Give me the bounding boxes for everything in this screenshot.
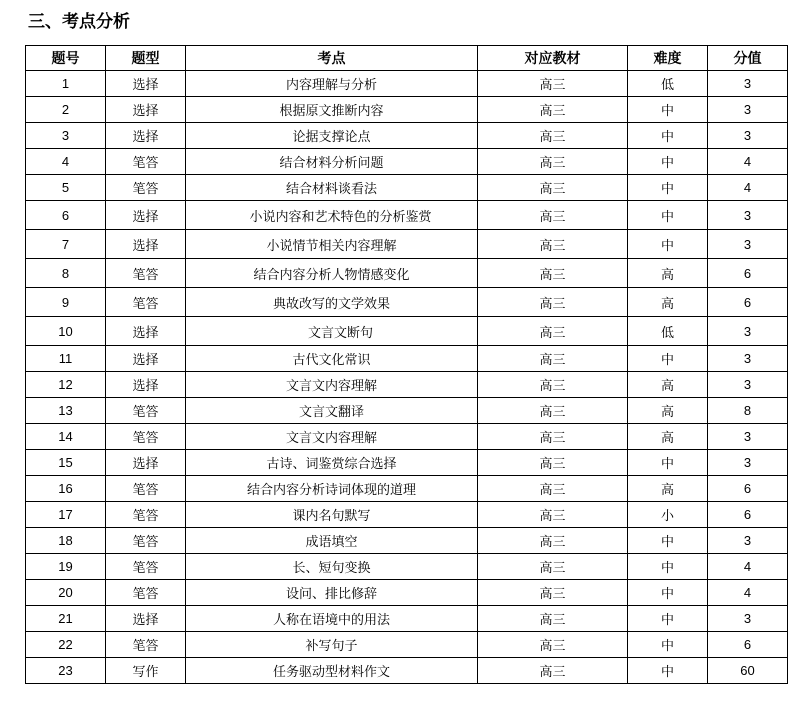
- cell-number: 15: [26, 450, 106, 476]
- cell-difficulty: 中: [628, 580, 708, 606]
- cell-number: 17: [26, 502, 106, 528]
- cell-difficulty: 中: [628, 528, 708, 554]
- cell-type: 选择: [106, 201, 186, 230]
- cell-textbook: 高三: [478, 502, 628, 528]
- cell-textbook: 高三: [478, 201, 628, 230]
- cell-score: 3: [708, 123, 788, 149]
- cell-score: 6: [708, 632, 788, 658]
- cell-number: 1: [26, 71, 106, 97]
- cell-difficulty: 小: [628, 502, 708, 528]
- cell-score: 60: [708, 658, 788, 684]
- table-row: [26, 502, 788, 528]
- cell-type: 笔答: [106, 476, 186, 502]
- cell-score: 6: [708, 288, 788, 317]
- table-row: [26, 658, 788, 684]
- table-row: [26, 580, 788, 606]
- cell-difficulty: 中: [628, 632, 708, 658]
- cell-difficulty: 中: [628, 149, 708, 175]
- table-row: [26, 606, 788, 632]
- cell-textbook: 高三: [478, 230, 628, 259]
- table-row: [26, 288, 788, 317]
- cell-point: 文言文翻译: [186, 398, 478, 424]
- cell-point: 古代文化常识: [186, 346, 478, 372]
- cell-number: 22: [26, 632, 106, 658]
- cell-point: 课内名句默写: [186, 502, 478, 528]
- cell-type: 选择: [106, 230, 186, 259]
- table-row: [26, 201, 788, 230]
- cell-type: 笔答: [106, 398, 186, 424]
- table-row: [26, 123, 788, 149]
- table-row: [26, 632, 788, 658]
- cell-textbook: 高三: [478, 123, 628, 149]
- table-row: [26, 71, 788, 97]
- table-row: [26, 554, 788, 580]
- cell-textbook: 高三: [478, 528, 628, 554]
- cell-point: 补写句子: [186, 632, 478, 658]
- cell-number: 2: [26, 97, 106, 123]
- cell-type: 选择: [106, 123, 186, 149]
- cell-type: 笔答: [106, 259, 186, 288]
- table-body: [26, 71, 788, 684]
- cell-number: 11: [26, 346, 106, 372]
- cell-number: 10: [26, 317, 106, 346]
- cell-number: 7: [26, 230, 106, 259]
- cell-number: 23: [26, 658, 106, 684]
- cell-score: 6: [708, 259, 788, 288]
- cell-type: 笔答: [106, 632, 186, 658]
- cell-difficulty: 中: [628, 554, 708, 580]
- table-row: [26, 450, 788, 476]
- cell-difficulty: 中: [628, 450, 708, 476]
- cell-number: 13: [26, 398, 106, 424]
- exam-analysis-table: [25, 45, 788, 684]
- cell-type: 笔答: [106, 580, 186, 606]
- cell-score: 4: [708, 175, 788, 201]
- cell-point: 长、短句变换: [186, 554, 478, 580]
- cell-type: 写作: [106, 658, 186, 684]
- table-row: [26, 97, 788, 123]
- cell-point: 根据原文推断内容: [186, 97, 478, 123]
- cell-point: 古诗、词鉴赏综合选择: [186, 450, 478, 476]
- cell-type: 选择: [106, 71, 186, 97]
- cell-score: 6: [708, 476, 788, 502]
- cell-type: 选择: [106, 317, 186, 346]
- cell-score: 3: [708, 450, 788, 476]
- cell-difficulty: 中: [628, 658, 708, 684]
- cell-textbook: 高三: [478, 97, 628, 123]
- table-row: [26, 149, 788, 175]
- cell-difficulty: 中: [628, 346, 708, 372]
- cell-textbook: 高三: [478, 259, 628, 288]
- header-number: 题号: [26, 46, 106, 71]
- cell-point: 结合材料谈看法: [186, 175, 478, 201]
- cell-textbook: 高三: [478, 450, 628, 476]
- table-header-row: [26, 46, 788, 71]
- table-row: [26, 528, 788, 554]
- cell-point: 文言文断句: [186, 317, 478, 346]
- cell-number: 9: [26, 288, 106, 317]
- cell-point: 人称在语境中的用法: [186, 606, 478, 632]
- cell-type: 笔答: [106, 175, 186, 201]
- cell-point: 论据支撑论点: [186, 123, 478, 149]
- table-row: [26, 346, 788, 372]
- cell-type: 笔答: [106, 424, 186, 450]
- table-row: [26, 259, 788, 288]
- cell-point: 结合材料分析问题: [186, 149, 478, 175]
- cell-type: 笔答: [106, 554, 186, 580]
- cell-textbook: 高三: [478, 632, 628, 658]
- cell-number: 18: [26, 528, 106, 554]
- cell-number: 6: [26, 201, 106, 230]
- table-row: [26, 476, 788, 502]
- cell-textbook: 高三: [478, 580, 628, 606]
- cell-difficulty: 中: [628, 123, 708, 149]
- cell-point: 成语填空: [186, 528, 478, 554]
- cell-number: 12: [26, 372, 106, 398]
- cell-point: 小说内容和艺术特色的分析鉴赏: [186, 201, 478, 230]
- header-type: 题型: [106, 46, 186, 71]
- cell-point: 文言文内容理解: [186, 372, 478, 398]
- cell-textbook: 高三: [478, 424, 628, 450]
- cell-difficulty: 高: [628, 424, 708, 450]
- cell-point: 典故改写的文学效果: [186, 288, 478, 317]
- cell-textbook: 高三: [478, 288, 628, 317]
- cell-type: 选择: [106, 346, 186, 372]
- cell-type: 选择: [106, 372, 186, 398]
- cell-number: 16: [26, 476, 106, 502]
- cell-type: 笔答: [106, 288, 186, 317]
- cell-number: 3: [26, 123, 106, 149]
- cell-score: 6: [708, 502, 788, 528]
- cell-type: 笔答: [106, 502, 186, 528]
- cell-textbook: 高三: [478, 71, 628, 97]
- cell-textbook: 高三: [478, 149, 628, 175]
- cell-difficulty: 高: [628, 398, 708, 424]
- cell-difficulty: 中: [628, 97, 708, 123]
- cell-score: 4: [708, 554, 788, 580]
- cell-textbook: 高三: [478, 175, 628, 201]
- cell-score: 3: [708, 424, 788, 450]
- cell-score: 3: [708, 230, 788, 259]
- table-row: [26, 175, 788, 201]
- cell-score: 3: [708, 606, 788, 632]
- cell-type: 选择: [106, 606, 186, 632]
- cell-difficulty: 中: [628, 230, 708, 259]
- cell-score: 4: [708, 580, 788, 606]
- cell-score: 3: [708, 528, 788, 554]
- cell-score: 4: [708, 149, 788, 175]
- cell-score: 3: [708, 346, 788, 372]
- cell-textbook: 高三: [478, 606, 628, 632]
- table-row: [26, 372, 788, 398]
- cell-textbook: 高三: [478, 372, 628, 398]
- cell-number: 21: [26, 606, 106, 632]
- header-point: 考点: [186, 46, 478, 71]
- header-difficulty: 难度: [628, 46, 708, 71]
- section-title: 三、考点分析: [28, 12, 130, 32]
- cell-point: 任务驱动型材料作文: [186, 658, 478, 684]
- cell-textbook: 高三: [478, 658, 628, 684]
- cell-number: 14: [26, 424, 106, 450]
- cell-score: 8: [708, 398, 788, 424]
- header-score: 分值: [708, 46, 788, 71]
- cell-type: 选择: [106, 450, 186, 476]
- cell-difficulty: 高: [628, 259, 708, 288]
- cell-type: 选择: [106, 97, 186, 123]
- table-row: [26, 317, 788, 346]
- cell-point: 文言文内容理解: [186, 424, 478, 450]
- cell-difficulty: 中: [628, 175, 708, 201]
- cell-number: 19: [26, 554, 106, 580]
- cell-score: 3: [708, 97, 788, 123]
- cell-difficulty: 低: [628, 71, 708, 97]
- cell-type: 笔答: [106, 149, 186, 175]
- cell-difficulty: 高: [628, 372, 708, 398]
- cell-point: 设问、排比修辞: [186, 580, 478, 606]
- cell-textbook: 高三: [478, 476, 628, 502]
- header-textbook: 对应教材: [478, 46, 628, 71]
- cell-difficulty: 中: [628, 606, 708, 632]
- cell-difficulty: 高: [628, 476, 708, 502]
- cell-point: 内容理解与分析: [186, 71, 478, 97]
- cell-textbook: 高三: [478, 398, 628, 424]
- cell-difficulty: 高: [628, 288, 708, 317]
- cell-textbook: 高三: [478, 554, 628, 580]
- cell-score: 3: [708, 317, 788, 346]
- cell-textbook: 高三: [478, 346, 628, 372]
- table-row: [26, 424, 788, 450]
- cell-number: 4: [26, 149, 106, 175]
- cell-point: 小说情节相关内容理解: [186, 230, 478, 259]
- cell-textbook: 高三: [478, 317, 628, 346]
- cell-point: 结合内容分析诗词体现的道理: [186, 476, 478, 502]
- cell-score: 3: [708, 201, 788, 230]
- cell-difficulty: 中: [628, 201, 708, 230]
- table-row: [26, 398, 788, 424]
- cell-number: 8: [26, 259, 106, 288]
- cell-point: 结合内容分析人物情感变化: [186, 259, 478, 288]
- cell-score: 3: [708, 71, 788, 97]
- cell-number: 20: [26, 580, 106, 606]
- cell-score: 3: [708, 372, 788, 398]
- cell-number: 5: [26, 175, 106, 201]
- cell-type: 笔答: [106, 528, 186, 554]
- cell-difficulty: 低: [628, 317, 708, 346]
- table-row: [26, 230, 788, 259]
